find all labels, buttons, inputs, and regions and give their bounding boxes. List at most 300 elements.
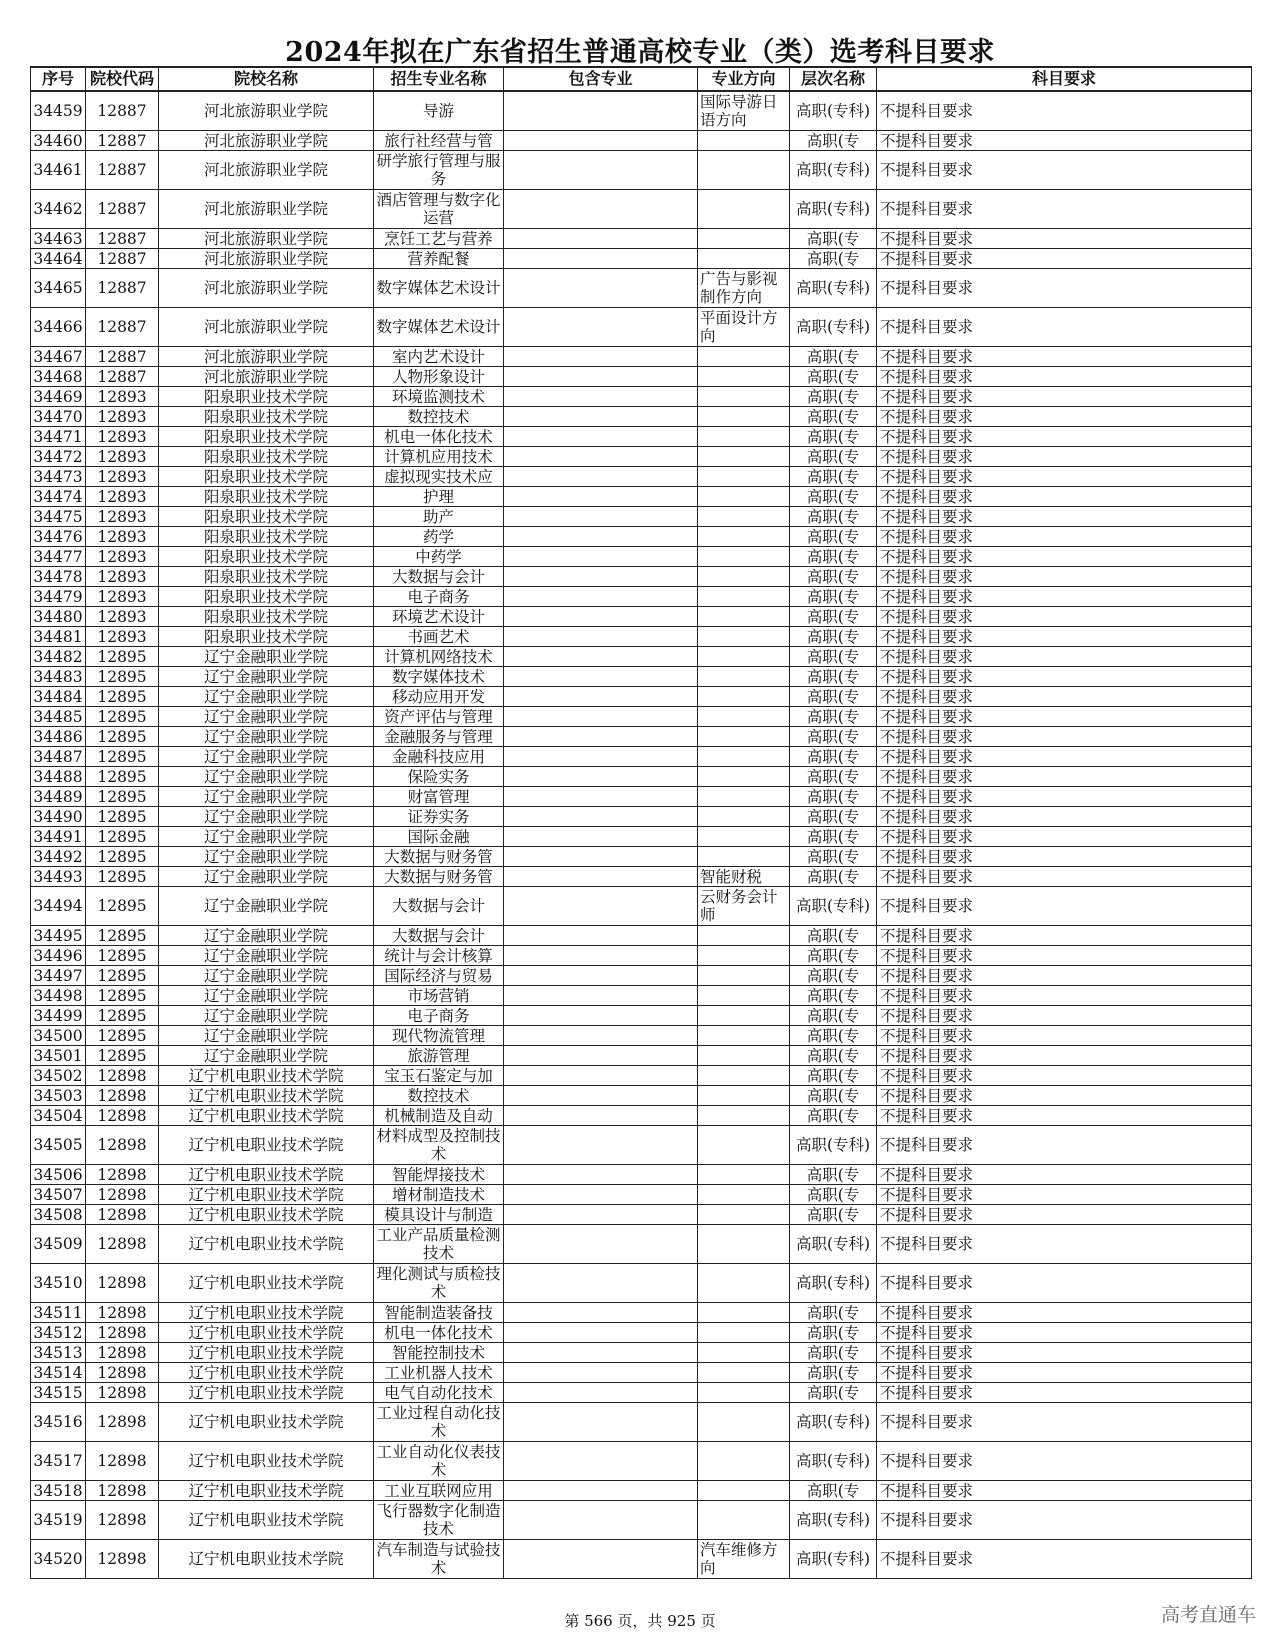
cell-included-majors: [504, 887, 698, 926]
cell-school-code: 12895: [86, 946, 159, 966]
cell-level: 高职(专科): [790, 1225, 877, 1264]
table-row: [31, 727, 1252, 747]
cell-level: 高职(专科): [790, 1403, 877, 1442]
cell-school-code: 12898: [86, 1086, 159, 1106]
cell-school-code: 12895: [86, 1026, 159, 1046]
cell-included-majors: [504, 1046, 698, 1066]
cell-major-name: 环境监测技术: [374, 387, 504, 407]
cell-school-code: 12898: [86, 1442, 159, 1481]
cell-level: 高职(专: [790, 387, 877, 407]
cell-school-name: 辽宁机电职业技术学院: [159, 1442, 374, 1481]
cell-index: 34483: [31, 667, 86, 687]
cell-included-majors: [504, 91, 698, 131]
cell-index: 34463: [31, 229, 86, 249]
cell-school-code: 12895: [86, 707, 159, 727]
cell-major-name: 大数据与财务管: [374, 867, 504, 887]
cell-school-name: 阳泉职业技术学院: [159, 587, 374, 607]
table-row: [31, 427, 1252, 447]
table-row: [31, 926, 1252, 946]
cell-major-direction: [698, 986, 790, 1006]
cell-index: 34467: [31, 347, 86, 367]
cell-subject-requirement: 不提科目要求: [877, 1403, 1252, 1442]
cell-subject-requirement: 不提科目要求: [877, 887, 1252, 926]
cell-school-code: 12895: [86, 867, 159, 887]
cell-major-direction: [698, 190, 790, 229]
cell-level: 高职(专: [790, 807, 877, 827]
cell-level: 高职(专: [790, 229, 877, 249]
cell-school-code: 12895: [86, 787, 159, 807]
header-major-name: 招生专业名称: [374, 67, 504, 91]
cell-major-direction: [698, 587, 790, 607]
cell-school-name: 辽宁金融职业学院: [159, 727, 374, 747]
cell-school-code: 12898: [86, 1264, 159, 1303]
cell-index: 34516: [31, 1403, 86, 1442]
cell-major-direction: [698, 1481, 790, 1501]
cell-level: 高职(专科): [790, 1126, 877, 1165]
cell-major-name: 机电一体化技术: [374, 427, 504, 447]
cell-major-direction: [698, 727, 790, 747]
cell-major-direction: [698, 1363, 790, 1383]
cell-included-majors: [504, 687, 698, 707]
cell-major-name: 汽车制造与试验技术: [374, 1540, 504, 1579]
cell-school-name: 辽宁金融职业学院: [159, 847, 374, 867]
cell-school-code: 12895: [86, 667, 159, 687]
cell-major-direction: [698, 1403, 790, 1442]
cell-major-name: 大数据与会计: [374, 926, 504, 946]
table-row: [31, 986, 1252, 1006]
cell-school-code: 12887: [86, 190, 159, 229]
cell-school-name: 阳泉职业技术学院: [159, 627, 374, 647]
cell-index: 34504: [31, 1106, 86, 1126]
cell-included-majors: [504, 926, 698, 946]
cell-included-majors: [504, 1343, 698, 1363]
cell-level: 高职(专科): [790, 1442, 877, 1481]
cell-included-majors: [504, 1106, 698, 1126]
header-subject-requirement: 科目要求: [877, 67, 1252, 91]
cell-index: 34513: [31, 1343, 86, 1363]
cell-level: 高职(专: [790, 607, 877, 627]
cell-index: 34465: [31, 269, 86, 308]
cell-level: 高职(专: [790, 1185, 877, 1205]
cell-level: 高职(专: [790, 1026, 877, 1046]
cell-included-majors: [504, 567, 698, 587]
cell-school-code: 12887: [86, 151, 159, 190]
cell-subject-requirement: 不提科目要求: [877, 1046, 1252, 1066]
cell-major-name: 电气自动化技术: [374, 1383, 504, 1403]
table-row: [31, 131, 1252, 151]
header-level: 层次名称: [790, 67, 877, 91]
table-row: [31, 687, 1252, 707]
cell-major-name: 大数据与会计: [374, 567, 504, 587]
cell-index: 34468: [31, 367, 86, 387]
cell-included-majors: [504, 946, 698, 966]
table-row: [31, 190, 1252, 229]
cell-major-direction: 广告与影视制作方向: [698, 269, 790, 308]
cell-major-name: 智能控制技术: [374, 1343, 504, 1363]
cell-major-name: 国际经济与贸易: [374, 966, 504, 986]
cell-level: 高职(专: [790, 867, 877, 887]
cell-level: 高职(专: [790, 487, 877, 507]
cell-major-name: 增材制造技术: [374, 1185, 504, 1205]
cell-major-name: 电子商务: [374, 587, 504, 607]
cell-subject-requirement: 不提科目要求: [877, 1264, 1252, 1303]
cell-subject-requirement: 不提科目要求: [877, 367, 1252, 387]
cell-major-direction: [698, 627, 790, 647]
cell-included-majors: [504, 1225, 698, 1264]
cell-school-code: 12887: [86, 347, 159, 367]
cell-major-direction: [698, 707, 790, 727]
cell-major-direction: [698, 1501, 790, 1540]
cell-level: 高职(专: [790, 627, 877, 647]
cell-included-majors: [504, 607, 698, 627]
cell-index: 34474: [31, 487, 86, 507]
cell-subject-requirement: 不提科目要求: [877, 527, 1252, 547]
table-row: [31, 91, 1252, 131]
cell-level: 高职(专科): [790, 91, 877, 131]
table-row: [31, 807, 1252, 827]
cell-major-direction: [698, 1066, 790, 1086]
cell-subject-requirement: 不提科目要求: [877, 567, 1252, 587]
cell-school-name: 辽宁金融职业学院: [159, 827, 374, 847]
cell-subject-requirement: 不提科目要求: [877, 647, 1252, 667]
cell-major-direction: [698, 1086, 790, 1106]
cell-index: 34507: [31, 1185, 86, 1205]
cell-index: 34489: [31, 787, 86, 807]
cell-subject-requirement: 不提科目要求: [877, 727, 1252, 747]
cell-index: 34506: [31, 1165, 86, 1185]
table-row: [31, 527, 1252, 547]
cell-major-name: 数字媒体艺术设计: [374, 308, 504, 347]
cell-school-code: 12895: [86, 847, 159, 867]
cell-major-direction: [698, 827, 790, 847]
cell-subject-requirement: 不提科目要求: [877, 827, 1252, 847]
table-row: [31, 1481, 1252, 1501]
cell-level: 高职(专: [790, 966, 877, 986]
cell-index: 34495: [31, 926, 86, 946]
cell-included-majors: [504, 1264, 698, 1303]
cell-included-majors: [504, 367, 698, 387]
cell-index: 34486: [31, 727, 86, 747]
cell-subject-requirement: 不提科目要求: [877, 131, 1252, 151]
table-row: [31, 308, 1252, 347]
cell-school-code: 12893: [86, 587, 159, 607]
table-row: [31, 1540, 1252, 1579]
cell-subject-requirement: 不提科目要求: [877, 1165, 1252, 1185]
cell-subject-requirement: 不提科目要求: [877, 1481, 1252, 1501]
cell-included-majors: [504, 667, 698, 687]
cell-major-name: 保险实务: [374, 767, 504, 787]
cell-index: 34471: [31, 427, 86, 447]
cell-index: 34461: [31, 151, 86, 190]
brand-watermark: 高考直通车: [1160, 1604, 1256, 1626]
cell-subject-requirement: 不提科目要求: [877, 966, 1252, 986]
cell-included-majors: [504, 527, 698, 547]
cell-subject-requirement: 不提科目要求: [877, 627, 1252, 647]
cell-school-code: 12895: [86, 807, 159, 827]
table-row: [31, 1126, 1252, 1165]
cell-school-name: 阳泉职业技术学院: [159, 387, 374, 407]
table-row: [31, 946, 1252, 966]
cell-included-majors: [504, 707, 698, 727]
cell-school-name: 辽宁金融职业学院: [159, 946, 374, 966]
cell-level: 高职(专: [790, 707, 877, 727]
cell-index: 34520: [31, 1540, 86, 1579]
table-row: [31, 747, 1252, 767]
cell-major-direction: [698, 1185, 790, 1205]
cell-major-direction: [698, 347, 790, 367]
table-row: [31, 1086, 1252, 1106]
cell-included-majors: [504, 1165, 698, 1185]
cell-school-name: 辽宁金融职业学院: [159, 747, 374, 767]
table-row: [31, 507, 1252, 527]
cell-included-majors: [504, 727, 698, 747]
cell-included-majors: [504, 867, 698, 887]
cell-school-code: 12895: [86, 827, 159, 847]
cell-school-name: 辽宁金融职业学院: [159, 667, 374, 687]
table-row: [31, 847, 1252, 867]
cell-school-name: 阳泉职业技术学院: [159, 527, 374, 547]
cell-subject-requirement: 不提科目要求: [877, 547, 1252, 567]
table-row: [31, 387, 1252, 407]
cell-major-name: 虚拟现实技术应: [374, 467, 504, 487]
cell-major-name: 旅游管理: [374, 1046, 504, 1066]
cell-index: 34490: [31, 807, 86, 827]
cell-subject-requirement: 不提科目要求: [877, 1185, 1252, 1205]
cell-major-direction: [698, 1205, 790, 1225]
table-row: [31, 1383, 1252, 1403]
cell-level: 高职(专: [790, 1343, 877, 1363]
cell-included-majors: [504, 1383, 698, 1403]
cell-major-name: 工业互联网应用: [374, 1481, 504, 1501]
cell-school-code: 12898: [86, 1383, 159, 1403]
table-row: [31, 1323, 1252, 1343]
table-row: [31, 1501, 1252, 1540]
cell-index: 34491: [31, 827, 86, 847]
cell-subject-requirement: 不提科目要求: [877, 1501, 1252, 1540]
cell-major-name: 机械制造及自动: [374, 1106, 504, 1126]
cell-school-name: 辽宁机电职业技术学院: [159, 1185, 374, 1205]
cell-subject-requirement: 不提科目要求: [877, 1106, 1252, 1126]
cell-major-name: 数字媒体艺术设计: [374, 269, 504, 308]
cell-school-code: 12887: [86, 91, 159, 131]
cell-major-direction: [698, 151, 790, 190]
cell-school-code: 12893: [86, 467, 159, 487]
cell-subject-requirement: 不提科目要求: [877, 447, 1252, 467]
cell-major-name: 计算机网络技术: [374, 647, 504, 667]
cell-index: 34519: [31, 1501, 86, 1540]
cell-index: 34499: [31, 1006, 86, 1026]
cell-major-direction: [698, 1165, 790, 1185]
cell-school-code: 12898: [86, 1225, 159, 1264]
header-major-direction: 专业方向: [698, 67, 790, 91]
cell-major-direction: [698, 667, 790, 687]
cell-subject-requirement: 不提科目要求: [877, 986, 1252, 1006]
cell-level: 高职(专: [790, 1066, 877, 1086]
cell-level: 高职(专科): [790, 887, 877, 926]
cell-index: 34464: [31, 249, 86, 269]
cell-subject-requirement: 不提科目要求: [877, 747, 1252, 767]
cell-major-direction: [698, 1383, 790, 1403]
cell-level: 高职(专: [790, 131, 877, 151]
cell-school-name: 阳泉职业技术学院: [159, 567, 374, 587]
cell-major-direction: [698, 1442, 790, 1481]
cell-major-direction: 云财务会计师: [698, 887, 790, 926]
cell-school-code: 12895: [86, 887, 159, 926]
table-row: [31, 1205, 1252, 1225]
cell-level: 高职(专: [790, 647, 877, 667]
cell-major-name: 电子商务: [374, 1006, 504, 1026]
subject-requirements-table: [30, 66, 1252, 1579]
cell-school-code: 12898: [86, 1185, 159, 1205]
cell-level: 高职(专: [790, 1363, 877, 1383]
cell-school-name: 阳泉职业技术学院: [159, 487, 374, 507]
cell-major-name: 宝玉石鉴定与加: [374, 1066, 504, 1086]
cell-school-name: 辽宁机电职业技术学院: [159, 1066, 374, 1086]
cell-major-name: 国际金融: [374, 827, 504, 847]
cell-school-code: 12895: [86, 727, 159, 747]
cell-school-name: 河北旅游职业学院: [159, 347, 374, 367]
cell-included-majors: [504, 787, 698, 807]
cell-included-majors: [504, 229, 698, 249]
cell-included-majors: [504, 547, 698, 567]
cell-index: 34473: [31, 467, 86, 487]
cell-school-code: 12895: [86, 966, 159, 986]
cell-subject-requirement: 不提科目要求: [877, 190, 1252, 229]
cell-index: 34493: [31, 867, 86, 887]
cell-major-direction: [698, 407, 790, 427]
cell-index: 34469: [31, 387, 86, 407]
cell-subject-requirement: 不提科目要求: [877, 807, 1252, 827]
cell-school-name: 辽宁机电职业技术学院: [159, 1205, 374, 1225]
cell-school-name: 阳泉职业技术学院: [159, 447, 374, 467]
cell-included-majors: [504, 1501, 698, 1540]
cell-major-name: 大数据与财务管: [374, 847, 504, 867]
cell-subject-requirement: 不提科目要求: [877, 347, 1252, 367]
cell-major-name: 数控技术: [374, 1086, 504, 1106]
cell-school-code: 12898: [86, 1205, 159, 1225]
table-row: [31, 1046, 1252, 1066]
cell-subject-requirement: 不提科目要求: [877, 308, 1252, 347]
cell-level: 高职(专: [790, 1165, 877, 1185]
cell-school-name: 辽宁机电职业技术学院: [159, 1540, 374, 1579]
cell-major-direction: [698, 1343, 790, 1363]
cell-level: 高职(专: [790, 926, 877, 946]
cell-school-code: 12898: [86, 1403, 159, 1442]
cell-major-name: 数控技术: [374, 407, 504, 427]
cell-index: 34484: [31, 687, 86, 707]
cell-subject-requirement: 不提科目要求: [877, 229, 1252, 249]
table-row: [31, 966, 1252, 986]
cell-major-direction: [698, 1106, 790, 1126]
cell-level: 高职(专科): [790, 190, 877, 229]
cell-school-name: 辽宁金融职业学院: [159, 687, 374, 707]
cell-index: 34502: [31, 1066, 86, 1086]
cell-school-name: 阳泉职业技术学院: [159, 507, 374, 527]
cell-level: 高职(专: [790, 727, 877, 747]
cell-school-code: 12898: [86, 1540, 159, 1579]
cell-major-name: 资产评估与管理: [374, 707, 504, 727]
cell-major-direction: [698, 567, 790, 587]
table-row: [31, 787, 1252, 807]
cell-index: 34505: [31, 1126, 86, 1165]
cell-major-direction: [698, 1006, 790, 1026]
cell-level: 高职(专: [790, 527, 877, 547]
cell-subject-requirement: 不提科目要求: [877, 1066, 1252, 1086]
cell-school-name: 辽宁机电职业技术学院: [159, 1403, 374, 1442]
cell-major-name: 模具设计与制造: [374, 1205, 504, 1225]
cell-school-name: 辽宁金融职业学院: [159, 986, 374, 1006]
cell-level: 高职(专: [790, 667, 877, 687]
cell-school-name: 河北旅游职业学院: [159, 269, 374, 308]
table-row: [31, 1185, 1252, 1205]
cell-index: 34500: [31, 1026, 86, 1046]
cell-major-name: 金融服务与管理: [374, 727, 504, 747]
cell-level: 高职(专: [790, 787, 877, 807]
cell-included-majors: [504, 627, 698, 647]
cell-level: 高职(专: [790, 1303, 877, 1323]
cell-index: 34511: [31, 1303, 86, 1323]
cell-included-majors: [504, 487, 698, 507]
header-index: 序号: [31, 67, 86, 91]
cell-major-name: 移动应用开发: [374, 687, 504, 707]
table-row: [31, 887, 1252, 926]
cell-included-majors: [504, 1481, 698, 1501]
cell-school-name: 辽宁机电职业技术学院: [159, 1126, 374, 1165]
cell-subject-requirement: 不提科目要求: [877, 91, 1252, 131]
cell-level: 高职(专科): [790, 269, 877, 308]
table-row: [31, 647, 1252, 667]
cell-included-majors: [504, 249, 698, 269]
cell-school-name: 辽宁机电职业技术学院: [159, 1481, 374, 1501]
cell-included-majors: [504, 190, 698, 229]
cell-school-name: 辽宁机电职业技术学院: [159, 1225, 374, 1264]
cell-included-majors: [504, 151, 698, 190]
cell-major-name: 数字媒体技术: [374, 667, 504, 687]
cell-index: 34478: [31, 567, 86, 587]
cell-included-majors: [504, 467, 698, 487]
cell-major-direction: [698, 647, 790, 667]
table-row: [31, 151, 1252, 190]
cell-major-name: 助产: [374, 507, 504, 527]
cell-major-direction: [698, 249, 790, 269]
cell-subject-requirement: 不提科目要求: [877, 507, 1252, 527]
cell-index: 34488: [31, 767, 86, 787]
table-row: [31, 487, 1252, 507]
table-row: [31, 667, 1252, 687]
cell-school-name: 辽宁机电职业技术学院: [159, 1501, 374, 1540]
cell-major-direction: [698, 1323, 790, 1343]
cell-included-majors: [504, 747, 698, 767]
cell-school-name: 河北旅游职业学院: [159, 151, 374, 190]
cell-major-name: 飞行器数字化制造技术: [374, 1501, 504, 1540]
cell-subject-requirement: 不提科目要求: [877, 1303, 1252, 1323]
cell-index: 34482: [31, 647, 86, 667]
cell-major-direction: [698, 1026, 790, 1046]
cell-major-direction: [698, 467, 790, 487]
cell-major-direction: [698, 847, 790, 867]
cell-included-majors: [504, 269, 698, 308]
cell-included-majors: [504, 507, 698, 527]
cell-school-name: 辽宁金融职业学院: [159, 707, 374, 727]
page-number: 第 566 页，共 925 页: [564, 1612, 716, 1630]
cell-subject-requirement: 不提科目要求: [877, 407, 1252, 427]
table-row: [31, 707, 1252, 727]
table-row: [31, 607, 1252, 627]
cell-subject-requirement: 不提科目要求: [877, 269, 1252, 308]
cell-school-code: 12898: [86, 1323, 159, 1343]
cell-index: 34479: [31, 587, 86, 607]
cell-school-name: 河北旅游职业学院: [159, 229, 374, 249]
